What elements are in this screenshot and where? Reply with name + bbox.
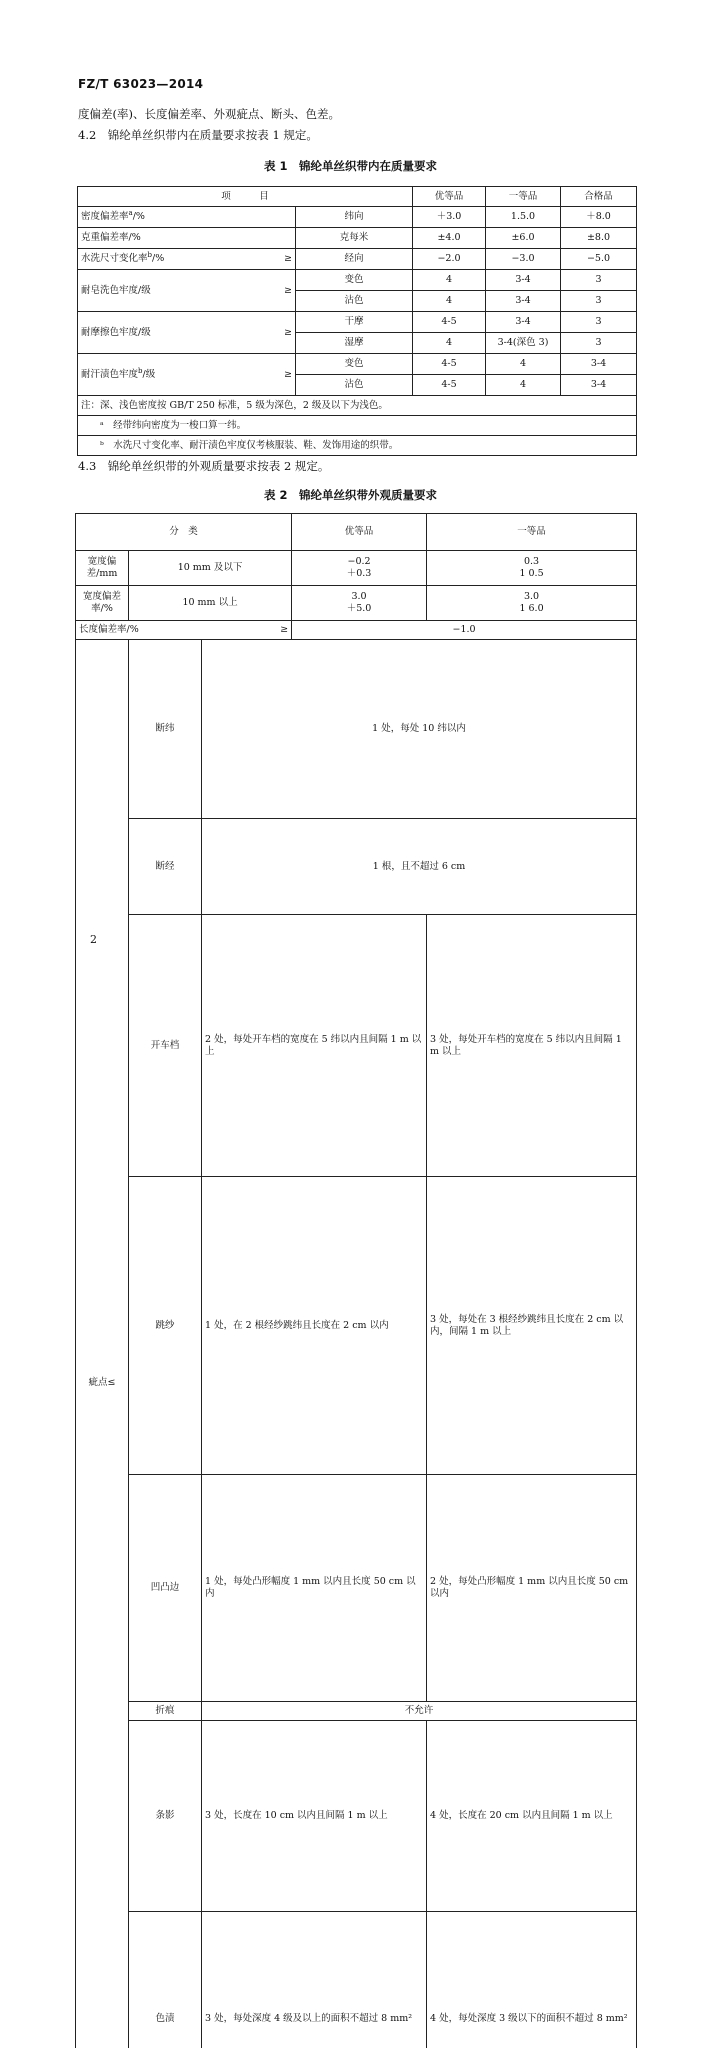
table-row <box>78 228 637 249</box>
table-row <box>76 1475 637 1702</box>
t1-v2: 3-4(深色 3) <box>486 333 561 354</box>
t2-defect-v1: 3 处，长度在 10 cm 以内且间隔 1 m 以上 <box>202 1720 427 1911</box>
t2-length-value: −1.0 <box>292 620 637 639</box>
t2-defect-v2: 3 处，每处开车档的宽度在 5 纬以内且间隔 1 m 以上 <box>427 915 637 1177</box>
t1-v3: ＋8.0 <box>561 207 637 228</box>
t1-v3: 3 <box>561 270 637 291</box>
t1-v2: 3-4 <box>486 270 561 291</box>
t2-width1-v2: 0.3 1 0.5 <box>427 550 637 585</box>
document-header: FZ/T 63023—2014 <box>78 77 204 91</box>
t2-head-g1: 优等品 <box>292 514 427 551</box>
t1-sub: 沾色 <box>296 291 413 312</box>
table1-header-row <box>78 187 637 207</box>
t1-v1: 4-5 <box>413 354 486 375</box>
t1-item: 水洗尺寸变化率$^b$/% ≥ <box>78 249 296 270</box>
table-row <box>76 1701 637 1720</box>
t2-width1-v1: −0.2 ＋0.3 <box>292 550 427 585</box>
t2-defect-name: 条影 <box>129 1720 202 1911</box>
t1-v1: 4 <box>413 291 486 312</box>
t1-v1: 4-5 <box>413 375 486 396</box>
t1-sub: 湿摩 <box>296 333 413 354</box>
t1-v2: 3-4 <box>486 291 561 312</box>
table2-header-row <box>76 514 637 551</box>
t1-v1: 4 <box>413 333 486 354</box>
t2-defect-name: 凹凸边 <box>129 1475 202 1702</box>
t2-length-name: 长度偏差率/% ≥ <box>76 620 292 639</box>
t1-sub: 干摩 <box>296 312 413 333</box>
section-4-3: 4.3 锦纶单丝织带的外观质量要求按表 2 规定。 <box>78 459 330 473</box>
table-row <box>76 1177 637 1475</box>
t2-width1-cond: 10 mm 及以下 <box>129 550 292 585</box>
table-row <box>76 585 637 620</box>
table-row <box>78 354 637 375</box>
t1-v2: 4 <box>486 354 561 375</box>
t2-width1-name: 宽度偏 差/mm <box>76 550 129 585</box>
t2-width2-v1: 3.0 ＋5.0 <box>292 585 427 620</box>
section-4-2: 4.2 锦纶单丝织带内在质量要求按表 1 规定。 <box>78 128 318 142</box>
t2-defect-v1: 2 处，每处开车档的宽度在 5 纬以内且间隔 1 m 以上 <box>202 915 427 1177</box>
t1-v2: 3-4 <box>486 312 561 333</box>
t1-v2: ±6.0 <box>486 228 561 249</box>
t1-head-g1: 优等品 <box>413 187 486 207</box>
t1-footnote-a: ᵃ 经带纬向密度为一梭口算一纬。 <box>78 416 637 436</box>
t2-defect-v2: 4 处，每处深度 3 级以下的面积不超过 8 mm² <box>427 1911 637 2048</box>
t2-width2-v2: 3.0 1 6.0 <box>427 585 637 620</box>
t2-head-g2: 一等品 <box>427 514 637 551</box>
t1-v3: 3-4 <box>561 375 637 396</box>
t2-width2-cond: 10 mm 以上 <box>129 585 292 620</box>
t2-defect-name: 断经 <box>129 819 202 915</box>
t1-v3: ±8.0 <box>561 228 637 249</box>
t1-v3: 3-4 <box>561 354 637 375</box>
t1-sub: 沾色 <box>296 375 413 396</box>
t1-head-item: 项 目 <box>78 187 413 207</box>
table-row <box>78 207 637 228</box>
t2-defect-name: 折痕 <box>129 1701 202 1720</box>
t1-sub: 克每米 <box>296 228 413 249</box>
t2-defect-v2: 3 处，每处在 3 根经纱跳纬且长度在 2 cm 以内，间隔 1 m 以上 <box>427 1177 637 1475</box>
intro-paragraph: 度偏差(率)、长度偏差率、外观疵点、断头、色差。 <box>78 107 340 121</box>
t2-defect-name: 跳纱 <box>129 1177 202 1475</box>
t1-sub: 经向 <box>296 249 413 270</box>
table-row <box>76 1720 637 1911</box>
table1-note-row <box>78 396 637 416</box>
t1-head-g3: 合格品 <box>561 187 637 207</box>
t1-v3: −5.0 <box>561 249 637 270</box>
table2 <box>75 513 637 2048</box>
t1-rub-item: 耐摩擦色牢度/级 ≥ <box>78 312 296 354</box>
table1-footnote-b-row <box>78 436 637 456</box>
t1-v1: −2.0 <box>413 249 486 270</box>
t1-v1: ±4.0 <box>413 228 486 249</box>
t2-defect-v123: 不允许 <box>202 1701 637 1720</box>
table-row <box>76 915 637 1177</box>
table-row <box>76 550 637 585</box>
table-row <box>78 270 637 291</box>
t1-footnote-b: ᵇ 水洗尺寸变化率、耐汗渍色牢度仅考核服装、鞋、发饰用途的织带。 <box>78 436 637 456</box>
t1-v3: 3 <box>561 333 637 354</box>
t1-item: 密度偏差率$^a$/% <box>78 207 296 228</box>
table1-caption: 表 1 锦纶单丝织带内在质量要求 <box>264 159 438 173</box>
t1-v2: 4 <box>486 375 561 396</box>
table-row <box>76 620 637 639</box>
t1-sub: 变色 <box>296 270 413 291</box>
table-row <box>76 1911 637 2048</box>
t2-defect-v12: 1 处，每处 10 纬以内 <box>202 639 637 818</box>
t1-v1: ＋3.0 <box>413 207 486 228</box>
table-row <box>76 819 637 915</box>
table-row <box>78 312 637 333</box>
table2-caption: 表 2 锦纶单丝织带外观质量要求 <box>264 488 438 502</box>
t2-defect-v2: 4 处，长度在 20 cm 以内且间隔 1 m 以上 <box>427 1720 637 1911</box>
t1-v3: 3 <box>561 291 637 312</box>
t1-v1: 4-5 <box>413 312 486 333</box>
t1-sub: 纬向 <box>296 207 413 228</box>
t1-v2: 1.5.0 <box>486 207 561 228</box>
t2-defect-name: 色渍 <box>129 1911 202 2048</box>
t2-defect-name: 断纬 <box>129 639 202 818</box>
table1 <box>77 186 637 456</box>
table-row <box>78 249 637 270</box>
t2-defect-label: 疵点≤ <box>76 639 129 2048</box>
t1-note: 注：深、浅色密度按 GB/T 250 标准，5 级为深色，2 级及以下为浅色。 <box>78 396 637 416</box>
t2-width2-name: 宽度偏差 率/% <box>76 585 129 620</box>
t1-item: 克重偏差率/% <box>78 228 296 249</box>
t1-sub: 变色 <box>296 354 413 375</box>
t2-defect-v1: 1 处，每处凸形幅度 1 mm 以内且长度 50 cm 以内 <box>202 1475 427 1702</box>
t2-defect-v1: 3 处，每处深度 4 级及以上的面积不超过 8 mm² <box>202 1911 427 2048</box>
t2-defect-name: 开车档 <box>129 915 202 1177</box>
table1-footnote-a-row <box>78 416 637 436</box>
t2-head-cat: 分 类 <box>76 514 292 551</box>
t2-defect-v1: 1 处，在 2 根经纱跳纬且长度在 2 cm 以内 <box>202 1177 427 1475</box>
t1-v2: −3.0 <box>486 249 561 270</box>
t1-wash-item: 耐皂洗色牢度/级 ≥ <box>78 270 296 312</box>
t1-v3: 3 <box>561 312 637 333</box>
t2-defect-v12: 1 根，且不超过 6 cm <box>202 819 637 915</box>
t1-head-g2: 一等品 <box>486 187 561 207</box>
t1-v1: 4 <box>413 270 486 291</box>
table-row <box>76 639 637 818</box>
t1-sweat-item: 耐汗渍色牢度$^b$/级 ≥ <box>78 354 296 396</box>
page-number: 2 <box>90 933 97 946</box>
t2-defect-v2: 2 处，每处凸形幅度 1 mm 以内且长度 50 cm 以内 <box>427 1475 637 1702</box>
